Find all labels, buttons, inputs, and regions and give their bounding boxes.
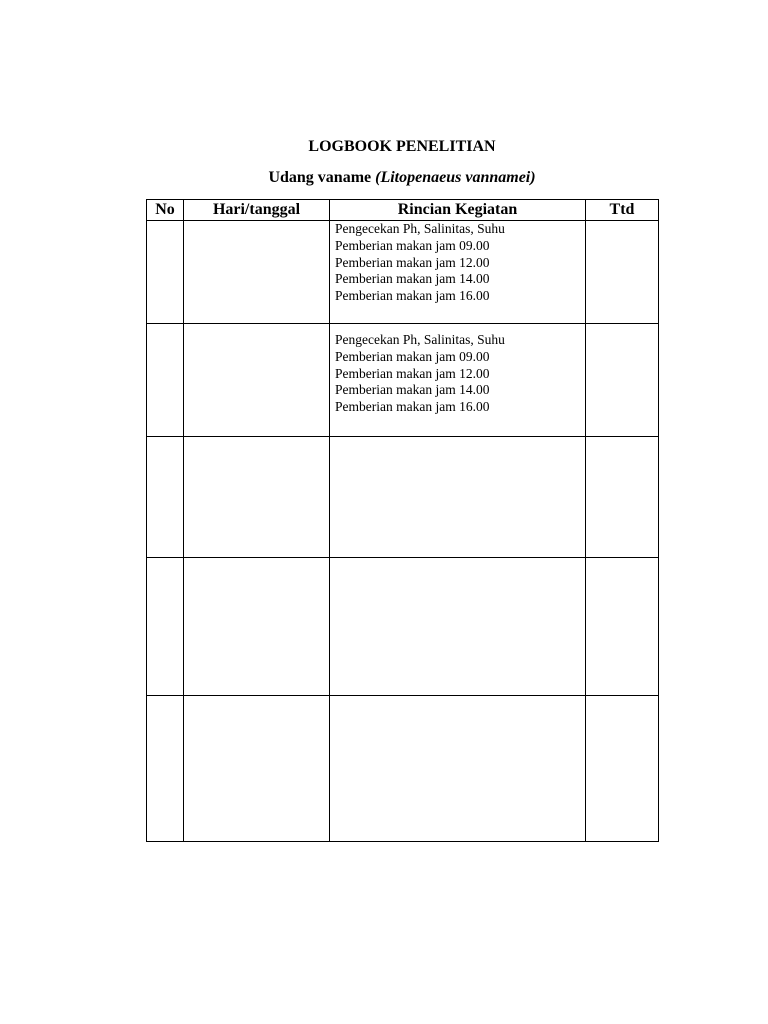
document-subtitle [0, 167, 768, 189]
activity-item: Pengecekan Ph, Salinitas, Suhu [335, 332, 505, 347]
activity-item: Pemberian makan jam 16.00 [335, 288, 490, 304]
cell-rincian [330, 221, 586, 324]
table-header-row [147, 200, 659, 221]
cell-no [147, 221, 184, 324]
subtitle-common-name: Udang vaname [268, 169, 372, 186]
activity-item: Pemberian makan jam 14.00 [335, 271, 490, 287]
header-ttd: Ttd [586, 200, 659, 221]
logbook-table [146, 199, 659, 842]
activity-list [330, 324, 585, 416]
table-row [147, 221, 659, 324]
table-row [147, 324, 659, 437]
cell-hari-tanggal [184, 324, 330, 437]
cell-ttd [586, 558, 659, 696]
activity-item: Pemberian makan jam 14.00 [335, 382, 490, 398]
cell-rincian [330, 558, 586, 696]
activity-item: Pemberian makan jam 12.00 [335, 365, 490, 381]
cell-hari-tanggal [184, 437, 330, 558]
header-no: No [147, 200, 184, 221]
table-row [147, 696, 659, 842]
activity-item: Pengecekan Ph, Salinitas, Suhu [335, 221, 505, 236]
header-hari-tanggal: Hari/tanggal [184, 200, 330, 221]
cell-ttd [586, 696, 659, 842]
cell-no [147, 558, 184, 696]
cell-rincian [330, 696, 586, 842]
header-rincian-kegiatan: Rincian Kegiatan [330, 200, 586, 221]
table-row [147, 558, 659, 696]
activity-item: Pemberian makan jam 16.00 [335, 399, 490, 415]
activity-list [330, 221, 585, 305]
activity-item: Pemberian makan jam 09.00 [335, 237, 490, 253]
cell-ttd [586, 324, 659, 437]
cell-ttd [586, 221, 659, 324]
cell-no [147, 324, 184, 437]
table-row [147, 437, 659, 558]
document-title: LOGBOOK PENELITIAN [308, 138, 496, 155]
subtitle-latin-name: (Litopenaeus vannamei) [375, 169, 536, 186]
activity-item: Pemberian makan jam 12.00 [335, 254, 490, 270]
cell-hari-tanggal [184, 558, 330, 696]
cell-hari-tanggal [184, 696, 330, 842]
cell-rincian [330, 437, 586, 558]
cell-rincian [330, 324, 586, 437]
cell-no [147, 696, 184, 842]
cell-ttd [586, 437, 659, 558]
activity-item: Pemberian makan jam 09.00 [335, 348, 490, 364]
cell-no [147, 437, 184, 558]
cell-hari-tanggal [184, 221, 330, 324]
